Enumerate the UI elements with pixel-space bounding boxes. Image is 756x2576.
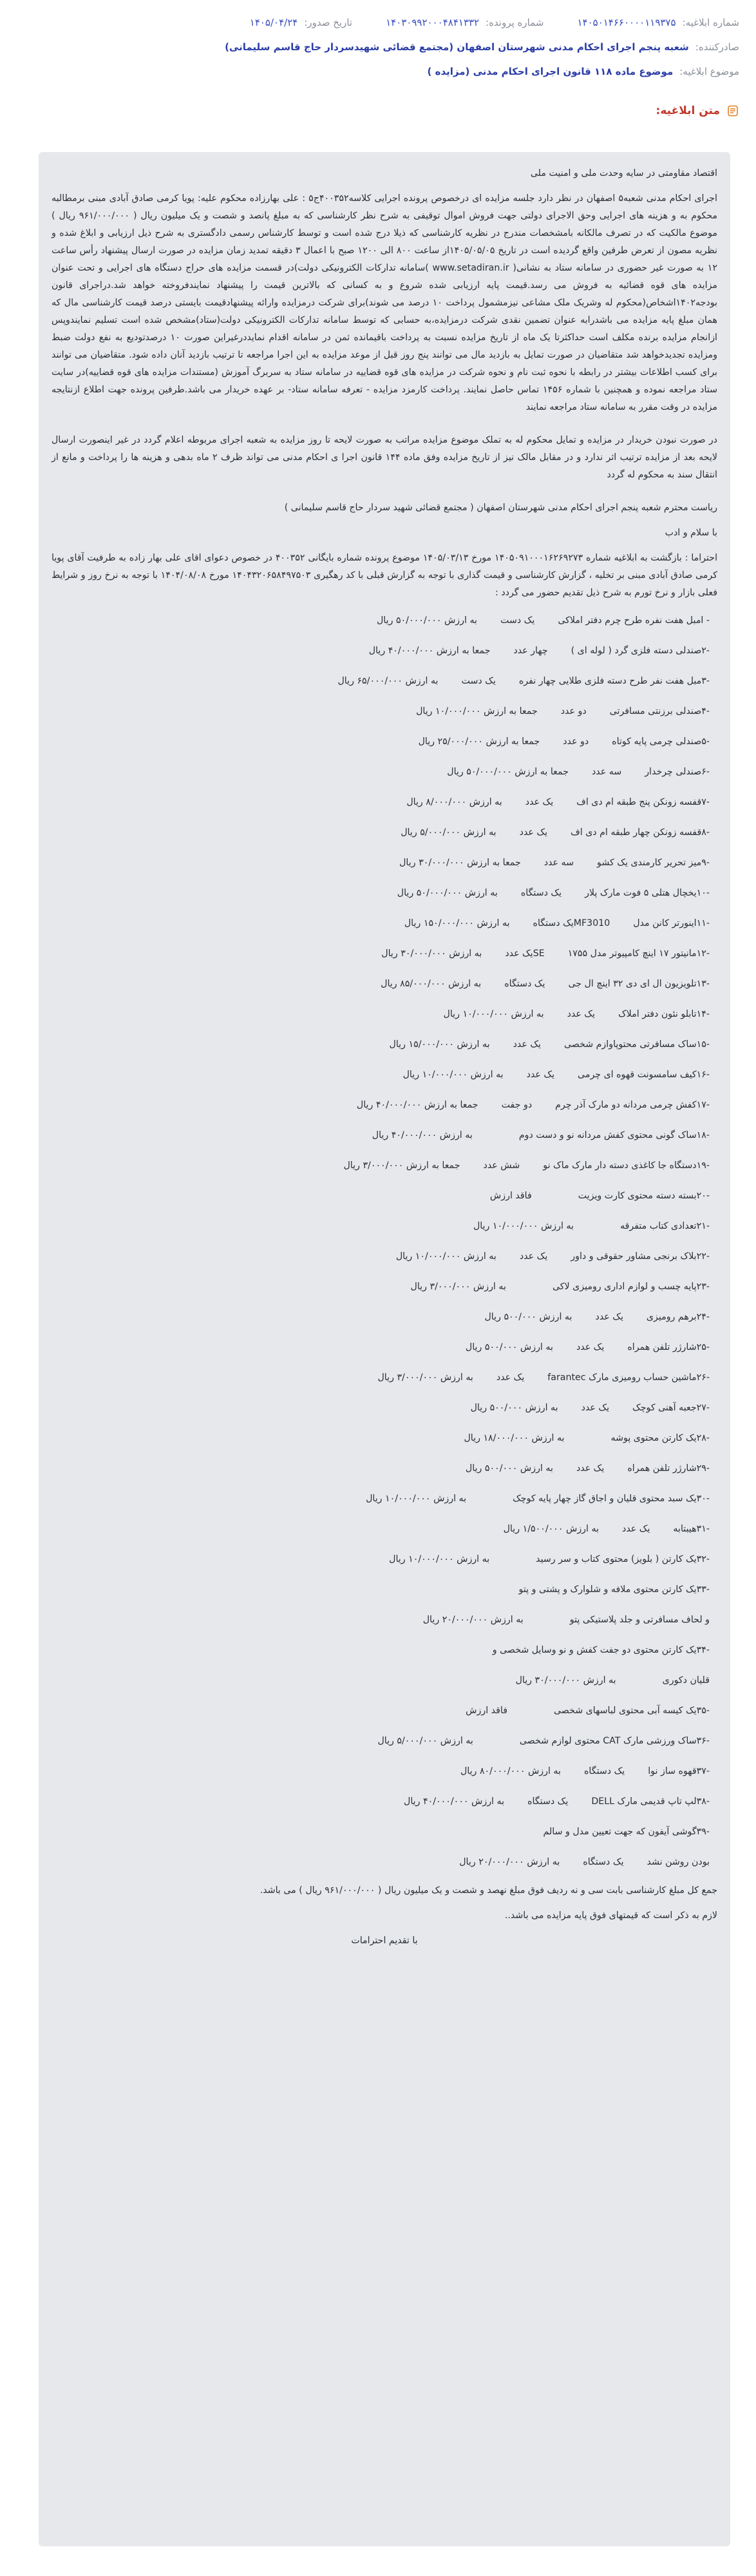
item-quantity: یک دستگاه — [583, 1857, 624, 1867]
list-item — [52, 1336, 710, 1358]
issuer-label: صادرکننده: — [695, 41, 739, 53]
item-value: به ارزش ۱۰/۰۰۰/۰۰۰ ریال — [366, 1494, 467, 1504]
list-item — [52, 1367, 710, 1389]
item-value: جمعا به ارزش ۴۰/۰۰۰/۰۰۰ ریال — [356, 1100, 478, 1110]
item-value: به ارزش ۱۵۰/۰۰۰/۰۰۰ ریال — [404, 918, 510, 928]
item-description: -۳۶ساک ورزشی مارک CAT محتوی لوازم شخصی — [519, 1736, 710, 1746]
item-value: جمعا به ارزش ۴۰/۰۰۰/۰۰۰ ریال — [368, 646, 491, 656]
item-value: جمعا به ارزش ۲۵/۰۰۰/۰۰۰ ریال — [418, 736, 540, 747]
subject: موضوع ماده ۱۱۸ قانون اجرای احکام مدنی (مزایده ) — [427, 66, 674, 77]
item-value: به ارزش ۱۰/۰۰۰/۰۰۰ ریال — [389, 1554, 490, 1564]
list-item — [52, 822, 710, 843]
item-value: به ارزش ۵۰۰/۰۰۰ ریال — [470, 1403, 558, 1413]
item-description: -۶صندلی چرخدار — [645, 767, 710, 777]
item-description: -۳مبل هفت نفر طرح دسته فلزی طلایی چهار نفره — [518, 676, 710, 686]
slogan: اقتصاد مقاومتی در سایه وحدت ملی و امنیت ملی — [530, 168, 717, 178]
item-description: -۳۹گوشی آیفون که جهت تعیین مدل و سالم — [543, 1827, 710, 1837]
list-item — [52, 1488, 710, 1510]
item-description: -۱۶کیف سامسونت قهوه ای چرمی — [578, 1070, 710, 1080]
list-item — [52, 670, 710, 692]
item-value: به ارزش ۲۰/۰۰۰/۰۰۰ ریال — [459, 1857, 560, 1867]
item-description: - امبل هفت نفره طرح چرم دفتر املاکی — [558, 615, 710, 626]
notice-body-panel — [39, 152, 730, 2546]
list-item — [52, 1639, 710, 1661]
item-value: به ارزش ۵۰/۰۰۰/۰۰۰ ریال — [397, 888, 498, 898]
item-description: -۲۵شارژر تلفن همراه — [627, 1342, 710, 1352]
item-description: -۱۷کفش چرمی مردانه دو مارک آذر چرم — [555, 1100, 710, 1110]
total-amount: جمع کل مبلغ کارشناسی بابت سی و نه ردیف فوق مبلغ نهصد و شصت و یک میلیون ریال ( ۹۶۱/۰۰۰/۰۰۰ ریال ) می باشد. — [260, 1885, 717, 1896]
item-description: -۳۸لپ تاپ قدیمی مارک DELL — [591, 1796, 710, 1807]
item-value: فاقد ارزش — [466, 1706, 507, 1716]
item-value: به ارزش ۶۵/۰۰۰/۰۰۰ ریال — [337, 676, 439, 686]
item-description: -۵صندلی چرمی پایه کوتاه — [612, 736, 710, 747]
item-description: -۲۳پایه چسب و لوازم اداری رومیزی لاکی — [552, 1282, 710, 1292]
issue-date-label: تاریخ صدور: — [304, 17, 353, 28]
list-item — [52, 1245, 710, 1267]
notice-text-title: متن ابلاغیه: — [656, 104, 720, 117]
item-value: به ارزش ۳۰/۰۰۰/۰۰۰ ریال — [515, 1675, 616, 1686]
item-value: جمعا به ارزش ۳/۰۰۰/۰۰۰ ریال — [343, 1160, 460, 1171]
item-description: -۳۱هیبتابه — [673, 1524, 710, 1534]
notice-no-label: شماره ابلاغیه: — [682, 17, 739, 28]
item-description: -۷قفسه زونکن پنج طبقه ام دی اف — [576, 797, 710, 807]
item-quantity: یک دستگاه — [527, 1796, 569, 1807]
base-price-note: لازم به ذکر است که قیمتهای فوق پایه مزایده می باشد.. — [504, 1910, 717, 1921]
list-item — [52, 1003, 710, 1025]
list-item — [52, 852, 710, 874]
list-item — [52, 882, 710, 904]
item-value: به ارزش ۳/۰۰۰/۰۰۰ ریال — [410, 1282, 506, 1292]
item-quantity: یک عدد — [595, 1312, 623, 1322]
list-item — [52, 943, 710, 965]
item-quantity: یک دستگاه — [520, 888, 562, 898]
issuer: شعبه پنجم اجرای احکام مدنی شهرستان اصفهان (مجتمع قضائی شهیدسردار حاج قاسم سلیمانی) — [225, 41, 689, 53]
item-value: به ارزش ۲۰/۰۰۰/۰۰۰ ریال — [422, 1615, 524, 1625]
item-quantity: یک عدد — [519, 1251, 548, 1262]
list-item — [52, 761, 710, 783]
item-quantity: دو جفت — [501, 1100, 533, 1110]
list-item — [52, 700, 710, 722]
list-item — [52, 1821, 710, 1843]
item-value: به ارزش ۱۰/۰۰۰/۰۰۰ ریال — [402, 1070, 504, 1080]
item-quantity: دو عدد — [563, 736, 589, 747]
item-value: به ارزش ۸۵/۰۰۰/۰۰۰ ریال — [381, 979, 482, 989]
item-description: -۲صندلی دسته فلزی گرد ( لوله ای ) — [571, 646, 710, 656]
item-value: به ارزش ۱۸/۰۰۰/۰۰۰ ریال — [464, 1433, 565, 1443]
list-item — [52, 1064, 710, 1086]
item-description: -۲۶ماشین حساب رومیزی مارک farantec — [547, 1372, 710, 1383]
item-value: به ارزش ۵۰۰/۰۰۰ ریال — [465, 1463, 553, 1474]
item-description: -۱۲مانیتور ۱۷ اینچ کامپیوتر مدل ۱۷۵۵ — [567, 948, 710, 959]
item-description: -۴صندلی برزنتی مسافرتی — [609, 706, 710, 716]
list-item — [52, 1124, 710, 1146]
meta-row-issuer — [17, 41, 739, 53]
item-quantity: سه عدد — [591, 767, 622, 777]
item-quantity: یک دستگاه — [504, 979, 545, 989]
item-description: و لحاف مسافرتی و جلد پلاستیکی پتو — [569, 1615, 710, 1625]
list-item — [52, 1518, 710, 1540]
item-value: به ارزش ۱۵/۰۰۰/۰۰۰ ریال — [389, 1039, 490, 1050]
item-quantity: یک عدد — [513, 1039, 541, 1050]
item-description: -۳۳یک کارتن محتوی ملافه و شلوارک و پشتی و پتو — [518, 1584, 710, 1595]
item-value: جمعا به ارزش ۱۰/۰۰۰/۰۰۰ ریال — [416, 706, 538, 716]
item-quantity: یک عدد — [576, 1342, 605, 1352]
item-description: -۳۰یک سبد محتوی قلیان و اجاق گاز چهار پایه کوچک — [513, 1494, 710, 1504]
item-list — [52, 610, 717, 1873]
list-item — [52, 973, 710, 995]
item-description: -۳۷قهوه ساز نوا — [648, 1766, 710, 1776]
list-item — [52, 1609, 710, 1631]
item-quantity: یک عدد — [576, 1463, 605, 1474]
subject-label: موضوع ابلاغیه: — [679, 66, 739, 77]
item-quantity: یک عدد — [581, 1403, 610, 1413]
item-value: به ارزش ۵۰/۰۰۰/۰۰۰ ریال — [376, 615, 478, 626]
item-quantity: یک عدد — [567, 1009, 595, 1019]
list-item — [52, 791, 710, 813]
item-value: به ارزش ۴۰/۰۰۰/۰۰۰ ریال — [372, 1130, 473, 1140]
item-description: -۱۰یخچال هتلی ۵ فوت مارک پلار — [585, 888, 710, 898]
list-item — [52, 1791, 710, 1812]
item-description: -۲۸یک کارتن محتوی پوشه — [610, 1433, 710, 1443]
item-quantity: سه عدد — [543, 858, 574, 868]
list-item — [52, 1033, 710, 1055]
list-item — [52, 1276, 710, 1298]
notice-text-heading — [17, 104, 739, 117]
item-value: به ارزش ۵۰۰/۰۰۰ ریال — [465, 1342, 553, 1352]
item-description: -۲۲بلاک برنجی مشاور حقوقی و داور — [571, 1251, 710, 1262]
list-item — [52, 1851, 710, 1873]
list-item — [52, 610, 710, 631]
item-value: به ارزش ۴۰/۰۰۰/۰۰۰ ریال — [404, 1796, 505, 1807]
auction-paragraph: اجرای احکام مدنی شعبه۵ اصفهان در نظر دارد جلسه مزایده ای درخصوص پرونده اجرایی کلاسه۴۰۰۳۵۲ج۵ : علی بهارزاده محکوم علیه: پویا کرمی صادق آبادی مبنی برمطالبه محکوم به و هزینه های اجرایی وحق الاجرای دولتی جهت فروش اموال توقیفی به شرح نظر کارشناسی که به مبلغ پانصد و شصت و یک میلیون ریال ( ۹۶۱/۰۰۰/۰۰۰ ریال ) موضوع مالکیت که در تصرف مالکانه بامشخصات مندرج در نظریه کارشناسی که ذیلا درج شده است و توسط کارشناس رسمی دادگستری به شرح ذیل ارزیابی و ابلاغ شده و نظریه مصون از تعرض طرفین واقع گردیده است در تاریخ ۱۴۰۵/۰۵/۰۵از ساعت ۸۰۰ الی ۱۲۰۰ صبح با اعمال ۳ دقیقه تمدید زمان مزایده در صورت ارسال پیشنهاد رأس ساعت ۱۲ به صورت غیر حضوری در سامانه ستاد به نشانی( www.setadiran.ir )سامانه تدارکات الکترونیکی دولت)در قسمت مزایده های حراج دستگاه های اجرایی و تحت عنوان مزایده های قوه قضائیه به فروش می رسد.قیمت پایه ارزیابی شده شروع و به کسانی که بالاترین قیمت را پیشنهاد نمایندفروخته خواهد شد.دراجرای قانون بودجه۱۴۰۲اشخاص(محکوم له وشریک ملک مشاعی نیزمشمول پرداخت ۱۰ درصد می شوند)برای شرکت درمزایده وارائه پیشنهادقیمت بایستی درصد قیمت کارشناسی مال که همان مبلغ پایه مزایده می باشدرابه عنوان تضمین نقدی شرکت درمزایده،به حسابی که توسط سامانه تدارکات الکترونیکی دولت(ستاد)مشخص شده است تسلیم نمایندوپس ازانجام مزایده برنده مکلف است حداکثرتا یک ماه از تاریخ مزایده نسبت به پرداخت باقیمانده ثمن در سامانه اقدام نمایددرغیراین صورت ۱۰ درصدتودیع به نفع دولت ضبط ومزایده تجدیدخواهد شد متقاضیان در صورت تمایل به بازدید مال می توانند پنج روز قبل از موعد مزایده به این اجرا مراجعه تا ترتیب بازدید آنان داده شود. متقاضیان می توانند برای کسب اطلاعات بیشتر در رابطه با نحوه ثبت نام و نحوه شرکت در مزایده های قوه قضاییه در سامانه ستاد به سربرگ آموزش (مستندات مزایده های قوه قضاییه)در سایت ستاد مراجعه نموده و همچنین با شماره ۱۴۵۶ تماس حاصل نمایند. پرداخت کارمزد مزایده - تعرفه سامانه ستاد- بر عهده خریدار می باشد.طرفین پرونده جهت اطلاع ازنتایجه مزایده در وقت مقرر به سامانه ستاد مراجعه نمایند — [52, 193, 718, 412]
list-item — [52, 1669, 710, 1691]
list-item — [52, 1427, 710, 1449]
item-value: به ارزش ۵/۰۰۰/۰۰۰ ریال — [401, 827, 496, 838]
closing: با تقدیم احترامات — [351, 1936, 418, 1946]
list-item — [52, 1397, 710, 1419]
list-item — [52, 1730, 710, 1752]
item-value: جمعا به ارزش ۵۰/۰۰۰/۰۰۰ ریال — [447, 767, 569, 777]
list-item — [52, 1760, 710, 1782]
item-quantity: دو عدد — [560, 706, 587, 716]
list-item — [52, 1579, 710, 1600]
document-icon — [726, 104, 739, 117]
meta-row-numbers — [17, 17, 739, 28]
item-value: به ارزش ۱۰/۰۰۰/۰۰۰ ریال — [443, 1009, 544, 1019]
item-quantity: یک دست — [500, 615, 535, 626]
list-item — [52, 1457, 710, 1479]
case-no-label: شماره پرونده: — [486, 17, 544, 28]
item-description: -۲۰بسته دسته محتوی کارت ویزیت — [578, 1191, 710, 1201]
item-description: -۱۱اینورتر کانن مدل — [633, 918, 710, 928]
item-quantity: یک عدد — [526, 1070, 555, 1080]
expert-report-paragraph: احتراما : بازگشت به ابلاغیه شماره ۱۴۰۵۰۹۱۰۰۰۱۶۲۶۹۲۷۳ مورخ ۱۴۰۵/۰۳/۱۳ موضوع پرونده شماره بایگانی ۴۰۰۳۵۲ در خصوص دعوای اقای علی بهار زاده به طرفیت آقای پویا کرمی صادق آبادی مبنی بر تخلیه ، گزارش کارشناسی و قیمت گذاری با توجه به گزارش قبلی با کد رهگیری ۱۴۰۴۳۲۰۶۵۸۴۹۷۵۰۳ مورخ ۱۴۰۴/۰۸/۰۸ با توجه به نرخ روز و شرایط فعلی بازار و نرخ تورم به شرح ذیل تقدیم حضور می گردد : — [52, 553, 718, 598]
item-description: -۲۷جعبه آهنی کوچک — [632, 1403, 710, 1413]
meta-row-subject — [17, 66, 739, 77]
item-description: -۸قفسه زونکن چهار طبقه ام دی اف — [571, 827, 710, 838]
item-quantity: یک عدد — [519, 827, 548, 838]
item-description: -۲۴برهم رومیزی — [646, 1312, 710, 1322]
item-value: به ارزش ۳/۰۰۰/۰۰۰ ریال — [377, 1372, 473, 1383]
item-description: -۱۳تلویزیون ال ای دی ۳۲ اینچ ال جی — [568, 979, 710, 989]
item-description: -۳۴یک کارتن محتوی دو جفت کفش و نو وسایل شخصی و — [492, 1645, 710, 1655]
item-quantity: MF3010یک دستگاه — [533, 918, 610, 928]
item-quantity: یک عدد — [622, 1524, 650, 1534]
list-item — [52, 1155, 710, 1177]
item-value: به ارزش ۸/۰۰۰/۰۰۰ ریال — [406, 797, 502, 807]
greeting: با سلام و ادب — [665, 528, 717, 538]
list-item — [52, 1215, 710, 1237]
item-description: -۳۵یک کیسه آبی محتوی لباسهای شخصی — [553, 1706, 710, 1716]
notice-meta — [0, 0, 756, 77]
item-value: جمعا به ارزش ۳۰/۰۰۰/۰۰۰ ریال — [399, 858, 521, 868]
list-item — [52, 1306, 710, 1328]
item-description: -۱۹دستگاه جا کاغذی دسته دار مارک ماک نو — [543, 1160, 710, 1171]
item-quantity: یک دست — [461, 676, 496, 686]
item-description: -۲۱تعدادی کتاب متفرقه — [620, 1221, 710, 1231]
list-item — [52, 1094, 710, 1116]
list-item — [52, 912, 710, 934]
item-value: به ارزش ۱/۵۰۰/۰۰۰ ریال — [503, 1524, 600, 1534]
item-description: قلیان دکوری — [662, 1675, 710, 1686]
case-no: ۱۴۰۳۰۹۹۲۰۰۰۴۸۴۱۳۳۲ — [386, 17, 480, 28]
item-quantity: یک عدد — [496, 1372, 525, 1383]
list-item — [52, 1185, 710, 1207]
item-description: -۹میز تحریر کارمندی یک کشو — [597, 858, 710, 868]
item-quantity: یک عدد — [525, 797, 554, 807]
item-value: به ارزش ۸۰/۰۰۰/۰۰۰ ریال — [460, 1766, 561, 1776]
list-item — [52, 1548, 710, 1570]
item-value: به ارزش ۵۰۰/۰۰۰ ریال — [484, 1312, 572, 1322]
item-description: -۱۸ساک گونی محتوی کفش مردانه نو و دست دوم — [518, 1130, 710, 1140]
item-quantity: SEیک عدد — [505, 948, 545, 959]
ownership-paragraph: در صورت نبودن خریدار در مزایده و تمایل محکوم له به تملک موضوع مزایده مراتب به صورت لایحه تا روز مزایده به شعبه اجرای مربوطه اعلام گردد در غیر اینصورت ارسال لایحه بعد از مزایده ترتیب اثر ندارد و در مقابل مالک نیز از تاریخ مزایده وفق ماده ۱۴۴ قانون اجرا ی احکام مدنی می تواند ظرف ۲ ماه بدهی و هزینه ها را پرداخت و مانع از انتقال سند به محکوم له گردد — [52, 435, 717, 480]
item-description: بودن روشن نشد — [647, 1857, 710, 1867]
item-description: -۱۵ساک مسافرتی محتوپاوازم شخصی — [563, 1039, 710, 1050]
item-description: -۲۹شارژر تلفن همراه — [627, 1463, 710, 1474]
item-quantity: یک دستگاه — [584, 1766, 625, 1776]
list-item — [52, 1700, 710, 1722]
addressee: ریاست محترم شعبه پنجم اجرای احکام مدنی شهرستان اصفهان ( مجتمع قضائی شهید سردار حاج قاسم سلیمانی ) — [284, 503, 717, 513]
list-item — [52, 731, 710, 753]
item-value: به ارزش ۱۰/۰۰۰/۰۰۰ ریال — [395, 1251, 496, 1262]
item-quantity: شش عدد — [483, 1160, 520, 1171]
item-value: به ارزش ۵/۰۰۰/۰۰۰ ریال — [377, 1736, 473, 1746]
notice-no: ۱۴۰۵۰۱۴۶۶۰۰۰۰۱۱۹۳۷۵ — [577, 17, 676, 28]
item-description: -۱۴تابلو نئون دفتر املاک — [618, 1009, 710, 1019]
item-value: به ارزش ۳۰/۰۰۰/۰۰۰ ریال — [381, 948, 482, 959]
item-value: به ارزش ۱۰/۰۰۰/۰۰۰ ریال — [473, 1221, 574, 1231]
item-description: -۳۲یک کارتن ( بلویز) محتوی کتاب و سر رسید — [536, 1554, 710, 1564]
issue-date: ۱۴۰۵/۰۴/۲۴ — [249, 17, 298, 28]
item-quantity: چهار عدد — [513, 646, 548, 656]
list-item — [52, 640, 710, 662]
item-value: فاقد ارزش — [489, 1191, 532, 1201]
